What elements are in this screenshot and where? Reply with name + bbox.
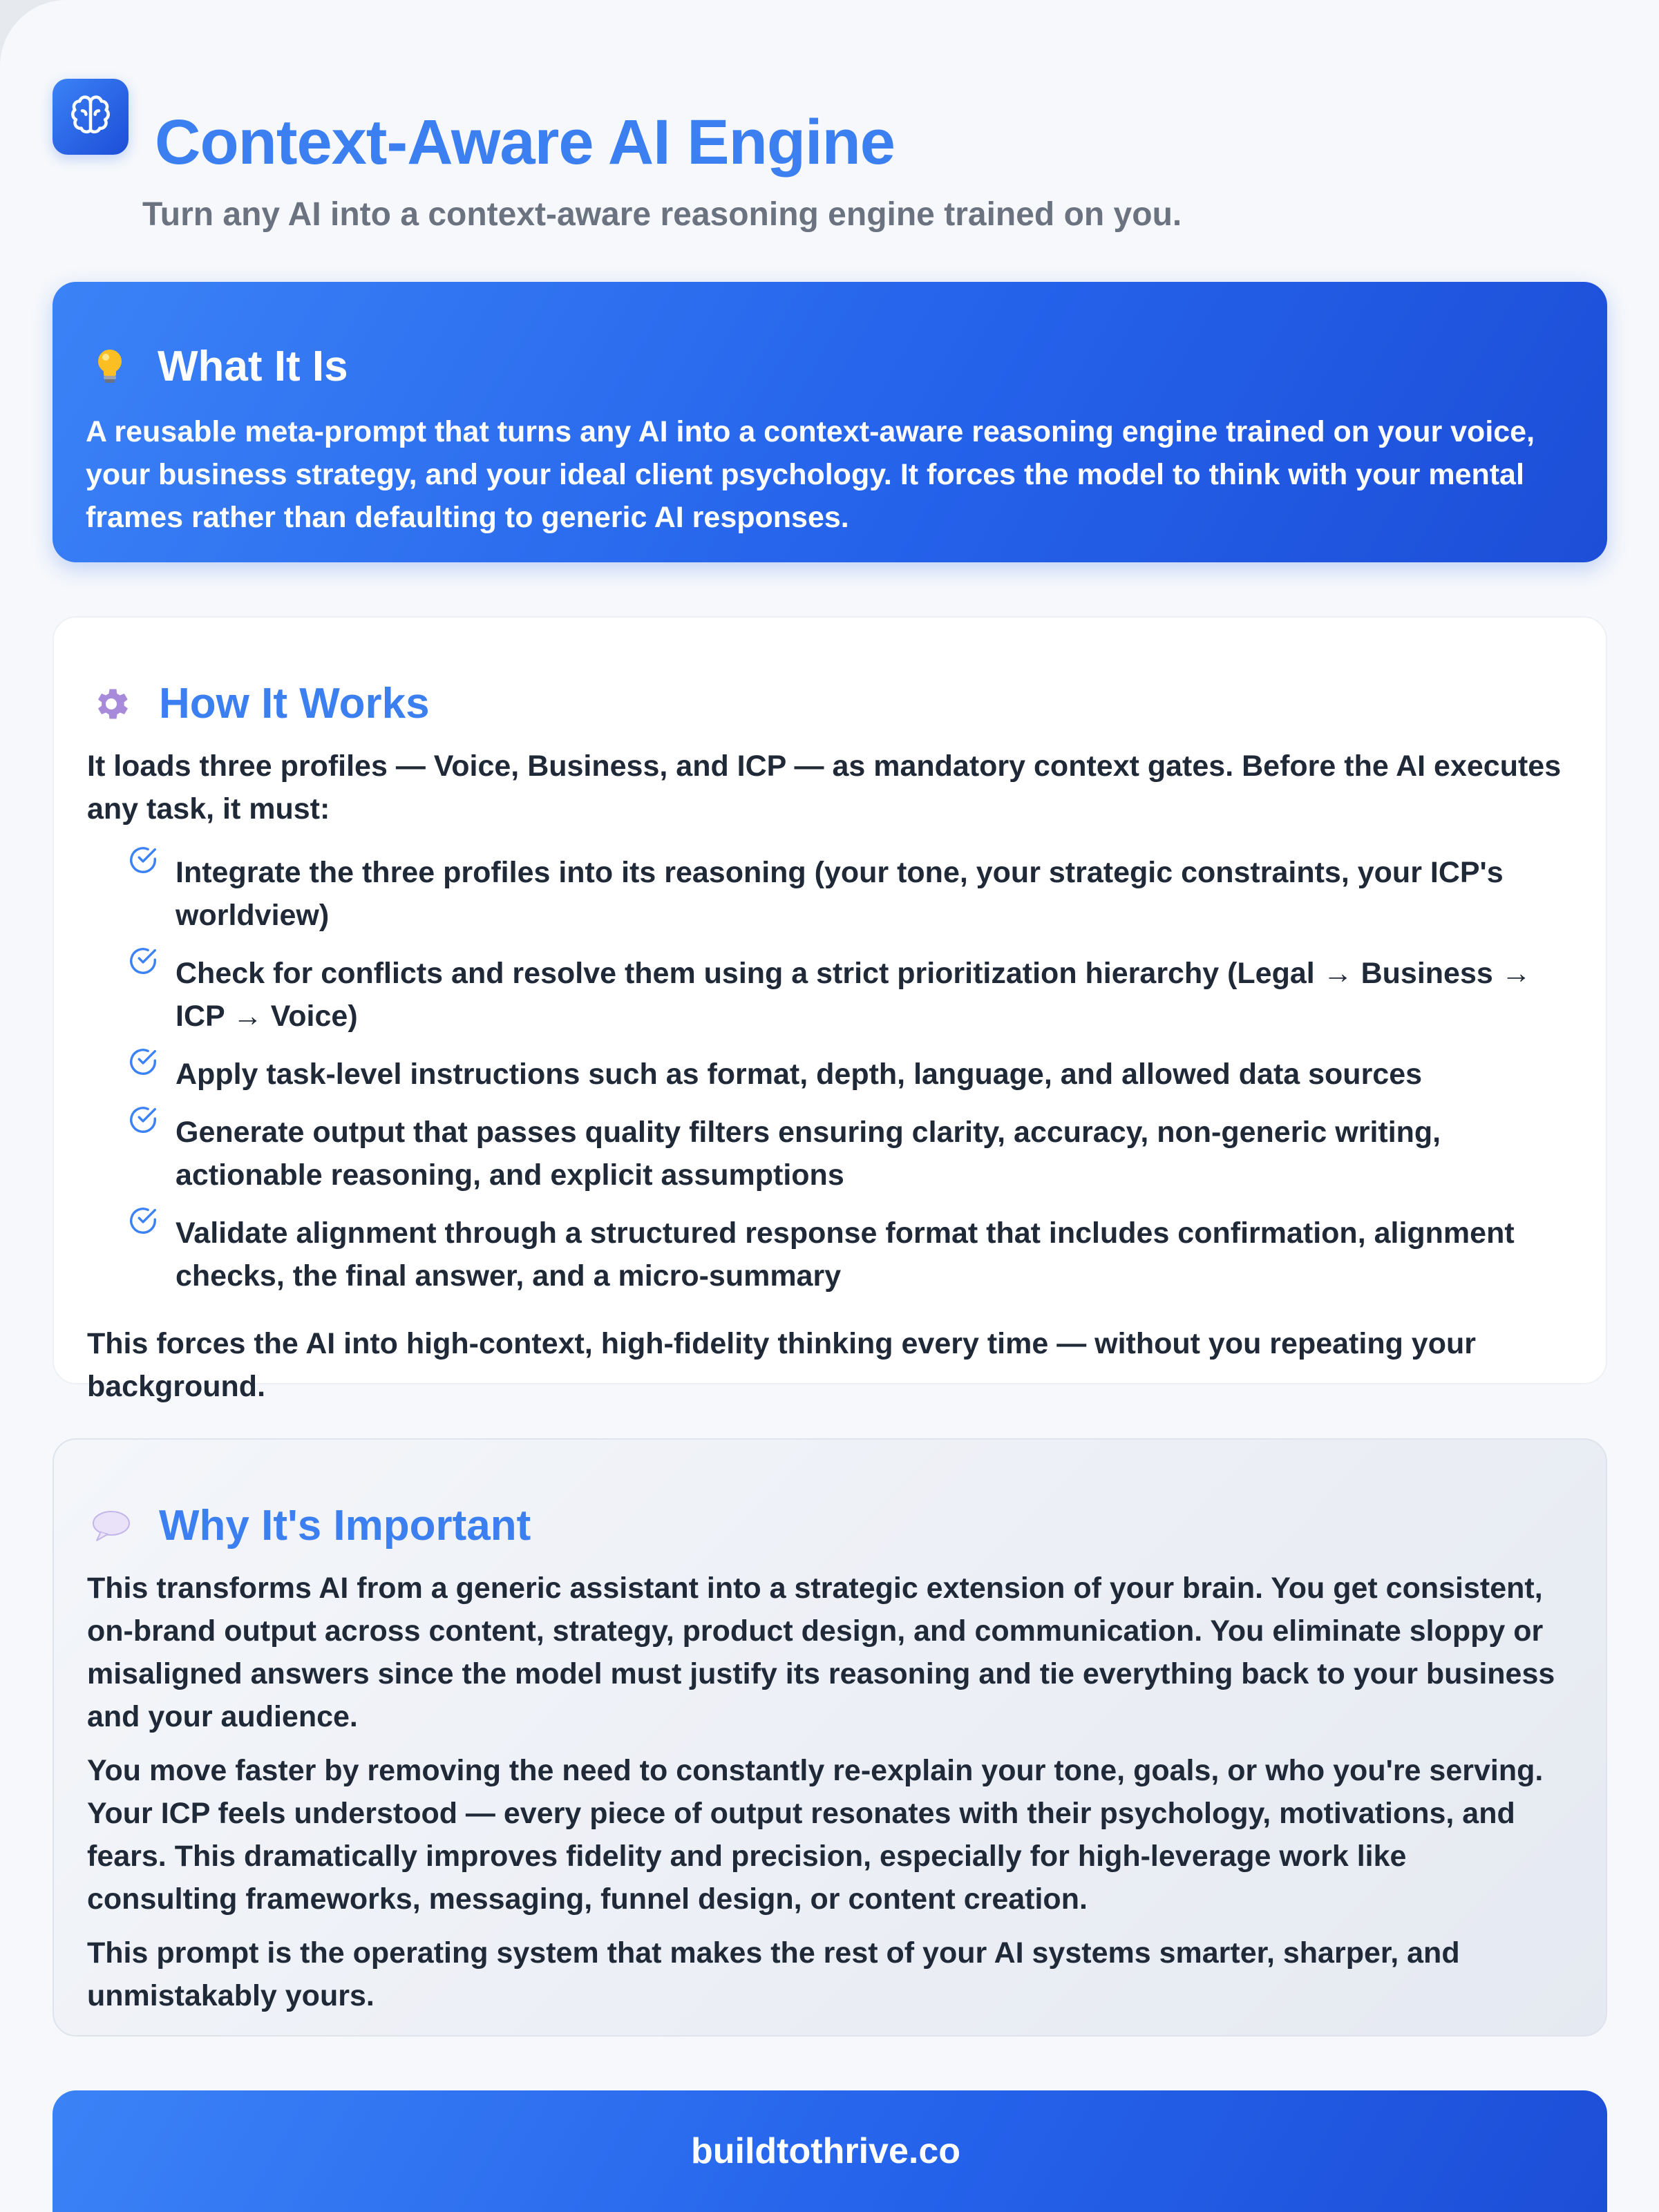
list-item [127, 1045, 1564, 1096]
what-it-is-title: What It Is [158, 342, 348, 390]
page-title: Context-Aware AI Engine [155, 107, 895, 178]
how-it-works-intro: It loads three profiles — Voice, Business, and ICP — as mandatory context gates. Before the AI executes any task, it must: [87, 750, 1562, 826]
card-header [87, 1500, 1564, 1552]
speech-bubble-icon [87, 1502, 135, 1550]
what-it-is-body: A reusable meta-prompt that turns any AI into a context-aware reasoning engine trained on your voice, your business strategy, and your ideal client psychology. It forces the model to think with your mental frames rather than defaulting to generic AI responses. [86, 415, 1535, 534]
list-item [127, 1203, 1564, 1297]
card-header [87, 678, 1564, 730]
check-circle-icon [127, 844, 159, 876]
step-text: Check for conflicts and resolve them using a strict prioritization hierarchy (Legal → Business → ICP → Voice) [176, 957, 1531, 1033]
list-item [127, 843, 1564, 937]
how-it-works-card [53, 616, 1607, 1403]
logo-badge [53, 79, 129, 155]
step-text: Validate alignment through a structured response format that includes confirmation, alignment checks, the final answer, and a micro-summary [176, 1217, 1515, 1293]
how-it-works-title: How It Works [159, 679, 430, 727]
check-circle-icon [127, 1104, 159, 1136]
brain-icon [68, 93, 113, 141]
why-important-title: Why It's Important [159, 1501, 531, 1550]
page-subtitle: Turn any AI into a context-aware reasoning engine trained on you. [142, 196, 1182, 233]
what-it-is-card [53, 282, 1607, 562]
list-item [127, 944, 1564, 1038]
footer-banner [53, 2090, 1607, 2212]
step-text: Integrate the three profiles into its reasoning (your tone, your strategic constraints, your ICP's worldview) [176, 856, 1504, 932]
why-important-card [53, 1438, 1607, 2037]
why-important-paragraph: This transforms AI from a generic assistant into a strategic extension of your brain. You get consistent, on-brand output across content, strategy, product design, and communication. You eliminate sloppy or misaligned answers since the model must justify its reasoning and tie everything back to your business and your audience. [87, 1572, 1555, 1733]
why-important-paragraph: This prompt is the operating system that makes the rest of your AI systems smarter, sharper, and unmistakably yours. [87, 1936, 1460, 2012]
lightbulb-icon [86, 343, 134, 391]
how-it-works-closing: This forces the AI into high-context, high-fidelity thinking every time — without you repeating your background. [87, 1327, 1476, 1403]
check-circle-icon [127, 945, 159, 977]
steps-list [87, 843, 1564, 1297]
footer-link[interactable]: buildtothrive.co [691, 2131, 960, 2171]
check-circle-icon [127, 1046, 159, 1078]
why-important-paragraph: You move faster by removing the need to constantly re-explain your tone, goals, or who you're serving. Your ICP feels understood — every piece of output resonates with their psychology, motivations, and fears. This dramatically improves fidelity and precision, especially for high-leverage work like consulting frameworks, messaging, funnel design, or content creation. [87, 1754, 1544, 1916]
list-item [127, 1103, 1564, 1196]
check-circle-icon [127, 1205, 159, 1237]
step-text: Apply task-level instructions such as format, depth, language, and allowed data sources [176, 1058, 1423, 1091]
step-text: Generate output that passes quality filters ensuring clarity, accuracy, non-generic writing, actionable reasoning, and explicit assumptions [176, 1116, 1441, 1192]
gear-icon [87, 680, 135, 728]
card-header [86, 341, 1566, 392]
